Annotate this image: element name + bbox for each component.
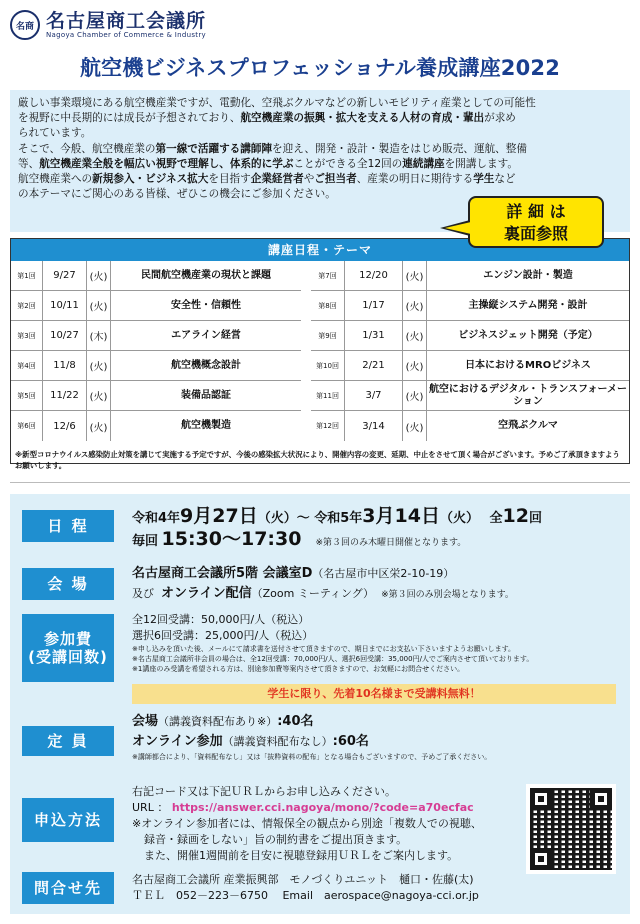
schedule-table <box>10 238 630 470</box>
table-row: 第1回 9/27 (火) 民間航空機産業の現状と課題 <box>11 261 301 291</box>
apply-block: 右記コード又は下記ＵＲＬからお申し込みください。 URL ： https://answer.cci.nagoya/mono/?code=a70ecfac ※オンライン参加者には、情報保全の観点から別途「複数人での視聴、 録音・録画をしない」旨の制約書をご提出頂きます。 また、開催1週間前を目安に視聴登録用ＵＲＬをご案内します。 <box>132 785 482 862</box>
org-name: 名古屋商工会議所 <box>46 9 207 32</box>
schedule-header: 講座日程・テーマ <box>11 239 629 261</box>
page-title: 航空機ビジネスプロフェッショナル養成講座2022 <box>79 56 561 80</box>
fee-block: 全12回受講：50,000円/人（税込） 選択6回受講：25,000円/人（税込） ※申し込みを頂いた後、メールにて請求書を送付させて頂きますので、期日までにお支払い下さいますようお願いします。 ※名古屋商工会議所非会員の場合は、全12回受講：70,000円/人、選択6回受講：35,000円/人でご案内させて頂いております。 ※1講座のみ受講を希望される方は、別途参加費等案内させて頂きますので、お気軽にお問合せください。 <box>132 613 534 673</box>
venue-label: 会 場 <box>22 568 114 600</box>
org-logo-icon: 名商 <box>10 10 40 40</box>
detail-callout-line: 裏面参照 <box>503 224 568 243</box>
table-row: 第10回 2/21 (火) 日本におけるMROビジネス <box>311 351 629 381</box>
table-row: 第6回 12/6 (火) 航空機製造 <box>11 411 301 441</box>
detail-callout <box>468 196 604 248</box>
table-row: 第9回 1/31 (火) ビジネスジェット開発（予定） <box>311 321 629 351</box>
fee-label: 参加費 (受講回数) <box>22 614 114 682</box>
schedule-note: ※新型コロナウイルス感染防止対策を講じて実施する予定ですが、今後の感染拡大状況により、開催内容の変更、延期、中止をさせて頂く場合がございます。予めご了承頂きますようお願いします。 <box>15 450 620 470</box>
contact-label: 問合せ先 <box>22 872 114 904</box>
org-header <box>10 10 206 40</box>
apply-url-link[interactable]: https://answer.cci.nagoya/mono/?code=a70ecfac <box>171 801 474 814</box>
table-row: 第12回 3/14 (火) 空飛ぶクルマ <box>311 411 629 441</box>
table-row: 第5回 11/22 (火) 装備品認証 <box>11 381 301 411</box>
info-section <box>10 494 630 914</box>
venue-block: 名古屋商工会議所5階 会議室D（名古屋市中区栄2-10-19） 及び オンライン配信（Zoom ミーティング） ※第３回のみ別会場となります。 <box>132 566 514 601</box>
table-row: 第8回 1/17 (火) 主操縦システム開発・設計 <box>311 291 629 321</box>
capacity-label: 定 員 <box>22 726 114 756</box>
intro-line: られています。 <box>18 127 92 140</box>
section-divider <box>10 482 630 483</box>
intro-line: そこで、今般、航空機産業の第一線で活躍する講師陣を迎え、開発・設計・製造をはじめ販売、運航、整備 <box>18 142 527 155</box>
table-row: 第2回 10/11 (火) 安全性・信頼性 <box>11 291 301 321</box>
table-row: 第3回 10/27 (木) エアライン経営 <box>11 321 301 351</box>
qr-code-icon[interactable] <box>526 784 616 874</box>
intro-line: の本テーマにご関心のある皆様、ぜひこの機会にご参加ください。 <box>18 188 336 201</box>
table-row: 第11回 3/7 (火) 航空におけるデジタル・トランスフォーメーション <box>311 381 629 411</box>
student-free-banner: 学生に限り、先着10名様まで受講料無料！ <box>132 684 616 704</box>
table-row: 第7回 12/20 (火) エンジン設計・製造 <box>311 261 629 291</box>
schedule-left-column <box>11 261 301 441</box>
dates-label: 日 程 <box>22 510 114 542</box>
apply-label: 申込方法 <box>22 798 114 842</box>
table-row: 第4回 11/8 (火) 航空機概念設計 <box>11 351 301 381</box>
intro-line: 等、航空機産業全般を幅広い視野で理解し、体系的に学ぶことができる全12回の連続講座を開講します。 <box>18 157 518 170</box>
detail-callout-line: 詳 細 は <box>506 202 566 221</box>
dates-block: 令和4年9月27日（火）～ 令和5年3月14日（火） 全12回 毎回 15:30～17:30 ※第３回のみ木曜日開催となります。 <box>132 505 542 550</box>
schedule-right-column <box>311 261 629 441</box>
intro-line: を視野に中長期的には成長が予想されており、航空機産業の振興・拡大を支える人材の育成・輩出が求め <box>18 112 516 125</box>
intro-line: 航空機産業への新規参入・ビジネス拡大を目指す企業経営者やご担当者、産業の明日に期待する学生など <box>18 173 516 186</box>
contact-block: 名古屋商工会議所 産業振興部 モノづくりユニット 樋口・佐藤(太) ＴＥＬ 052－223－6750 Email aerospace@nagoya-cci.or.jp <box>132 873 479 902</box>
capacity-block: 会場（講義資料配布あり※）:40名 オンライン参加（講義資料配布なし）:60名 ※講師都合により、「資料配布なし」又は「抜粋資料の配布」となる場合もございますので、予めご了承ください。 <box>132 714 492 761</box>
org-name-en: Nagoya Chamber of Commerce & Industry <box>46 30 206 39</box>
intro-line: 厳しい事業環境にある航空機産業ですが、電動化、空飛ぶクルマなどの新しいモビリティ産業としての可能性 <box>18 97 536 109</box>
